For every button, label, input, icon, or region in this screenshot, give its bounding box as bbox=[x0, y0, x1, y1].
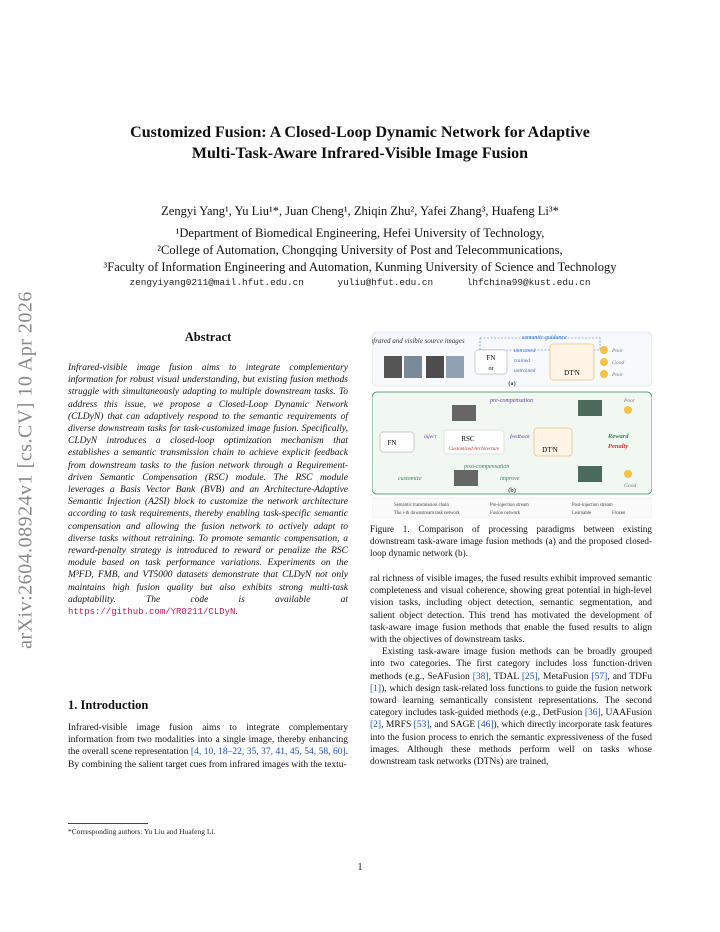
good-face-icon bbox=[600, 358, 608, 366]
legend-chain: Semantic transmission chain bbox=[394, 503, 449, 508]
legend-dtn: The i-th downstream task network bbox=[394, 511, 460, 516]
rp2-c: , MetaFusion bbox=[537, 671, 592, 682]
email-line bbox=[40, 277, 680, 288]
affiliation-1: ¹Department of Biomedical Engineering, Hefei University of Technology, bbox=[175, 226, 545, 240]
intro-heading: 1. Introduction bbox=[68, 698, 149, 712]
intro-paragraph bbox=[68, 722, 348, 771]
fig-a-label: (a) bbox=[508, 380, 516, 387]
cite-36[interactable]: [36] bbox=[584, 708, 601, 719]
legend-post: Post-injection stream bbox=[572, 503, 613, 508]
rp2-e: ), which design task-related loss functions to guide the fusion network toward learning semantically consistent representations. The second category includes task-guided methods (e.g., DetFusion bbox=[370, 683, 652, 719]
cite-53[interactable]: [53] bbox=[413, 720, 430, 731]
fig-b-rsc: RSC bbox=[461, 435, 475, 443]
arxiv-sidebar bbox=[6, 260, 46, 680]
fig-a-or: or bbox=[488, 366, 494, 372]
good-result-image bbox=[578, 466, 602, 482]
fig-b-custom-arch: Customized Architecture bbox=[448, 446, 500, 452]
poor-face-2-icon bbox=[600, 370, 608, 378]
affiliation-2: ²College of Automation, Chongqing University of Post and Telecommunications, bbox=[157, 243, 563, 257]
cite-57[interactable]: [57] bbox=[591, 671, 608, 682]
intro-citations[interactable]: [4, 10, 18–22, 35, 37, 41, 45, 54, 58, 60] bbox=[190, 747, 346, 758]
email-3[interactable]: lhfchina99@kust.edu.cn bbox=[466, 277, 591, 288]
fig-b-label: (b) bbox=[508, 487, 516, 494]
arxiv-id: arXiv:2604.08924v1 [cs.CV] 10 Apr 2026 bbox=[14, 291, 37, 649]
legend-learnable: Learnable bbox=[572, 511, 592, 516]
fig-b-post: post-compensation bbox=[464, 464, 510, 470]
figure-1-caption: Figure 1. Comparison of processing paradigms between existing downstream task-aware image fusion methods (a) and the proposed closed-loop dynamic network (b). bbox=[370, 524, 652, 558]
email-1[interactable]: zengyiyang0211@mail.hfut.edu.cn bbox=[129, 277, 304, 288]
vis-image-1 bbox=[404, 356, 422, 378]
author-names: Zengyi Yang¹, Yu Liu¹*, Juan Cheng¹, Zhiqin Zhu², Yafei Zhang³, Huafeng Li³* bbox=[161, 204, 559, 218]
fig-b-pre: pre-compensation bbox=[490, 398, 534, 404]
fig-b-inject: inject bbox=[424, 434, 437, 440]
cite-38[interactable]: [38] bbox=[472, 671, 489, 682]
rp2-g: , MRFS bbox=[381, 720, 414, 731]
footnote-rule bbox=[68, 823, 148, 824]
rp2-b: , TDAL bbox=[488, 671, 522, 682]
paper-title bbox=[60, 122, 660, 164]
legend-pre: Pre-injection stream bbox=[490, 503, 529, 508]
fig-b-customize: customize bbox=[398, 476, 422, 482]
intro-text: Infrared-visible image fusion aims to integrate complementary information from two modalities into a single image, thereby enhancing the overall scene representation bbox=[68, 723, 348, 758]
fig-a-poor-1: Poor bbox=[612, 348, 623, 354]
figure-1 bbox=[372, 330, 652, 518]
fig-b-good: Good bbox=[624, 483, 637, 489]
figure-1-svg bbox=[372, 330, 652, 518]
fig-a-trained: trained bbox=[514, 358, 530, 364]
fig-a-untrained-2: untrained bbox=[514, 368, 536, 374]
cite-2[interactable]: [2] bbox=[370, 720, 382, 731]
code-link[interactable]: https://github.com/YR0211/CLDyN bbox=[68, 607, 236, 618]
fn-box-b bbox=[380, 432, 414, 452]
fig-a-guidance: semantic guidance bbox=[522, 335, 567, 341]
ir-image-1 bbox=[384, 356, 402, 378]
poor-face-1-icon bbox=[600, 346, 608, 354]
fig-a-dtn: DTⁱN bbox=[564, 369, 580, 377]
fig-a-untrained-1: untrained bbox=[514, 348, 536, 354]
rp2-h: , and SAGE bbox=[429, 720, 478, 731]
right-paragraph-2 bbox=[370, 646, 652, 768]
ir-image-2 bbox=[426, 356, 444, 378]
affiliation-3: ³Faculty of Information Engineering and Automation, Kunming University of Science and Technology bbox=[103, 260, 617, 274]
fig-b-penalty: Penalty bbox=[608, 443, 629, 450]
cite-46[interactable]: [46] bbox=[477, 720, 494, 731]
post-fused-image bbox=[454, 470, 478, 486]
fig-b-improve: improve bbox=[500, 476, 520, 482]
fig-b-poor: Poor bbox=[624, 398, 635, 404]
fig-b-feedback: feedback bbox=[510, 434, 530, 440]
right-paragraph-1: ral richness of visible images, the fused results exhibit improved semantic completeness and visual coherence, showing great potential in high-level vision tasks, including object detection, semantic segmentation, and salient object detection. This trend has motivated the development of task-aware image fusion methods that enable the fused results to align with the objectives of downstream tasks. bbox=[370, 574, 652, 646]
rp2-i: ), which directly incorporate task features into the fusion process to enrich the semantic expressiveness of the fused images. Although these methods perform well on tasks whose downstream task networks (DTNs) are trained, bbox=[370, 720, 652, 768]
legend-fn: Fusion network bbox=[490, 511, 520, 516]
legend-frozen: Frozen bbox=[612, 511, 626, 516]
footnote: *Corresponding authors: Yu Liu and Huafeng Li. bbox=[68, 827, 216, 836]
intro-text-end: . By combining the salient target cues from infrared images with the textu- bbox=[68, 747, 349, 770]
abstract-heading: Abstract bbox=[184, 330, 232, 344]
fig-b-fn: FN bbox=[387, 439, 397, 447]
page-number: 1 bbox=[357, 862, 363, 873]
abstract-body bbox=[68, 362, 348, 618]
good-face-b-icon bbox=[624, 470, 632, 478]
fig-b-reward: Reward bbox=[608, 433, 629, 440]
rp2-d: , and TDFu bbox=[607, 671, 652, 682]
fig-b-dtn: DTⁱN bbox=[542, 446, 558, 454]
fig-a-inputs: Infrared and visible source images bbox=[372, 337, 465, 345]
fig-a-good: Good bbox=[612, 360, 625, 366]
rp2-a: Existing task-aware image fusion methods can be broadly grouped into two categories. The first category includes loss function-driven methods (e.g., SeAFusion bbox=[370, 647, 652, 682]
cite-25[interactable]: [25] bbox=[521, 671, 538, 682]
title-line-2: Multi-Task-Aware Infrared-Visible Image Fusion bbox=[191, 145, 529, 162]
cite-1[interactable]: [1] bbox=[370, 683, 382, 694]
pre-fused-image bbox=[452, 405, 476, 421]
email-2[interactable]: yuliu@hfut.edu.cn bbox=[337, 277, 434, 288]
poor-face-b-icon bbox=[624, 406, 632, 414]
title-line-1: Customized Fusion: A Closed-Loop Dynamic Network for Adaptive bbox=[130, 124, 590, 141]
rp2-f: , UAAFusion bbox=[600, 708, 653, 719]
right-column-text bbox=[370, 573, 652, 768]
vis-image-2 bbox=[446, 356, 464, 378]
abstract-text: Infrared-visible image fusion aims to integrate complementary information for robust visual understanding, but existing fusion methods struggle with simultaneously adapting to multiple downstream tasks. To address this issue, we propose a Closed-Loop Dynamic Network (CLDyN) that can adaptively respond to the semantic requirements of diverse downstream tasks for task-customized image fusion. Specifically, CLDyN introduces a closed-loop optimization mechanism that establishes a semantic transmission chain to achieve explicit feedback from downstream tasks to the fusion network through a Requirement-driven Semantic Compensation (RSC) module. The RSC module leverages a Basis Vector Bank (BVB) and an Architecture-Adaptive Semantic Injection (A2SI) block to customize the network architecture according to task requirements, thereby enabling task-specific semantic compensation and allowing the fusion network to actively adapt to diverse tasks without retraining. To promote semantic compensation, a reward-penalty strategy is introduced to reward or penalize the RSC module based on task performance variations. Experiments on the M³FD, FMB, and VT5000 datasets demonstrate that CLDyN not only maintains high fusion quality but also exhibits strong multi-task adaptability. The code is available at bbox=[68, 363, 348, 605]
fig-a-fn: FN bbox=[486, 354, 496, 362]
poor-result-image bbox=[578, 400, 602, 416]
abstract-end: . bbox=[235, 607, 238, 618]
author-block bbox=[40, 203, 680, 276]
fig-a-poor-2: Poor bbox=[612, 372, 623, 378]
